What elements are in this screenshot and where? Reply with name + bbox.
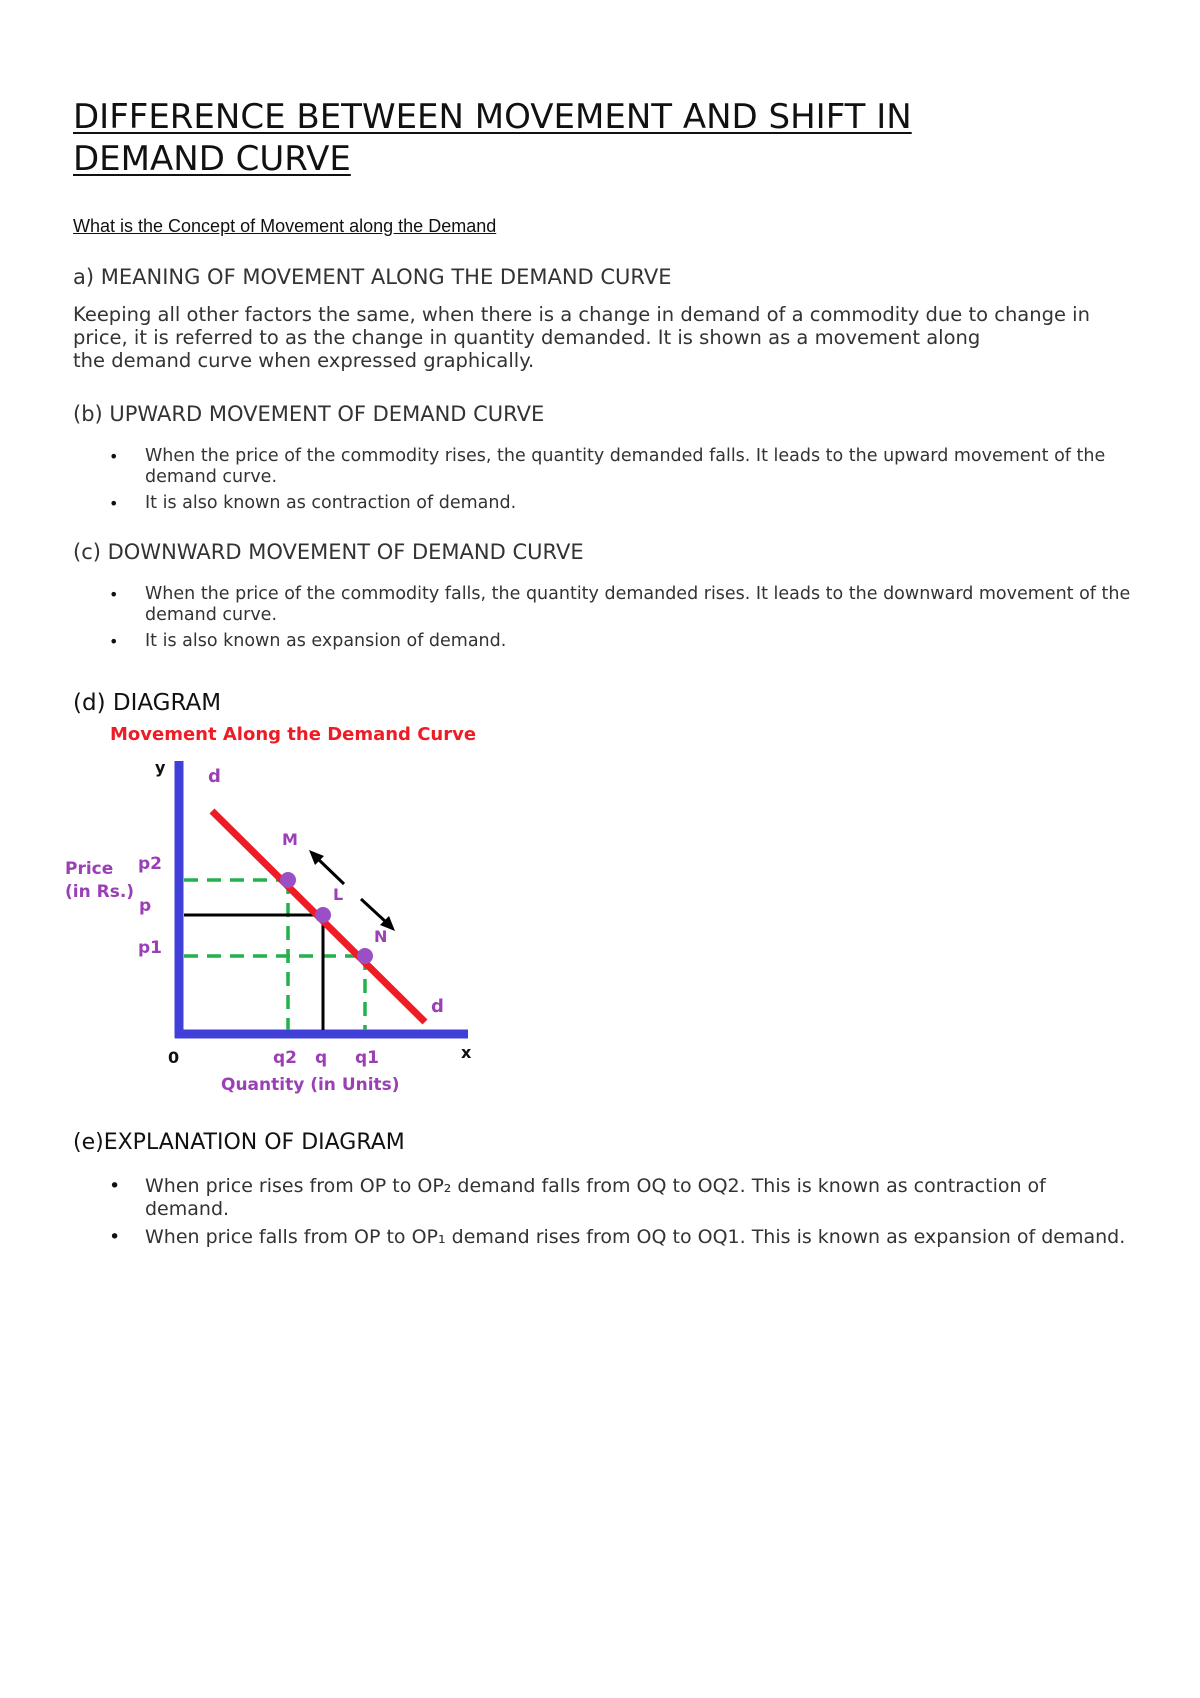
section-e-list <box>73 1175 1133 1249</box>
quantity-tick-q2: q2 <box>273 1048 297 1068</box>
concept-heading: What is the Concept of Movement along the Demand <box>73 216 497 236</box>
point-label-n: N <box>374 927 388 946</box>
section-d-heading: (d) DIAGRAM <box>73 690 222 716</box>
curve-label-top: d <box>208 766 221 787</box>
demand-curve-diagram <box>65 720 585 1120</box>
point-n <box>357 948 373 964</box>
section-a-paragraph-line-2: price, it is referred to as the change in quantity demanded. It is shown as a movement along <box>73 326 981 349</box>
curve-label-bottom: d <box>431 996 444 1017</box>
section-b-heading: (b) UPWARD MOVEMENT OF DEMAND CURVE <box>73 402 545 426</box>
section-c-bullet-2: • It is also known as expansion of demand. <box>145 631 1133 652</box>
section-e-bullet-1: • When price rises from OP to OP₂ demand falls from OQ to OQ2. This is known as contraction of demand. <box>145 1175 1133 1221</box>
section-a-heading: a) MEANING OF MOVEMENT ALONG THE DEMAND CURVE <box>73 265 672 289</box>
x-axis-title: Quantity (in Units) <box>221 1075 400 1095</box>
quantity-tick-q: q <box>315 1048 328 1068</box>
arrow-down-shaft <box>361 899 387 923</box>
section-a-paragraph-line-3: the demand curve when expressed graphically. <box>73 349 535 372</box>
section-a-paragraph-line-1: Keeping all other factors the same, when there is a change in demand of a commodity due to change in <box>73 303 1090 326</box>
quantity-tick-q1: q1 <box>355 1048 379 1068</box>
section-e-bullet-2: • When price falls from OP to OP₁ demand rises from OQ to OQ1. This is known as expansion of demand. <box>145 1226 1133 1249</box>
price-tick-p2: p2 <box>138 854 162 874</box>
origin-label: 0 <box>168 1048 180 1067</box>
y-axis-title-line-2: (in Rs.) <box>65 882 135 902</box>
point-label-m: M <box>282 830 298 849</box>
x-axis-letter: x <box>461 1043 472 1062</box>
document-page <box>65 96 1133 1254</box>
section-a-paragraph <box>73 303 1133 372</box>
point-m <box>280 872 296 888</box>
title-line-2: DEMAND CURVE <box>73 139 351 179</box>
section-c-bullet-1: • When the price of the commodity falls, the quantity demanded rises. It leads to the downward movement of the demand curve. <box>145 584 1133 626</box>
arrow-up-shaft <box>317 858 344 884</box>
section-b-bullet-2: • It is also known as contraction of demand. <box>145 493 1133 514</box>
price-tick-p1: p1 <box>138 938 162 958</box>
y-axis-title-line-1: Price <box>65 859 114 879</box>
title-line-1: DIFFERENCE BETWEEN MOVEMENT AND SHIFT IN <box>73 97 912 137</box>
diagram-svg <box>65 720 585 1120</box>
y-axis-letter: y <box>155 758 166 777</box>
section-b-bullet-1: • When the price of the commodity rises, the quantity demanded falls. It leads to the upward movement of the demand curve. <box>145 446 1133 488</box>
section-c-list <box>73 584 1133 652</box>
section-b-list <box>73 446 1133 514</box>
price-tick-p: p <box>139 896 152 916</box>
section-e-heading: (e)EXPLANATION OF DIAGRAM <box>73 1130 405 1155</box>
point-label-l: L <box>333 885 344 904</box>
section-c-heading: (c) DOWNWARD MOVEMENT OF DEMAND CURVE <box>73 540 584 564</box>
point-l <box>315 907 331 923</box>
diagram-title: Movement Along the Demand Curve <box>110 724 477 745</box>
page-title <box>73 96 1133 180</box>
